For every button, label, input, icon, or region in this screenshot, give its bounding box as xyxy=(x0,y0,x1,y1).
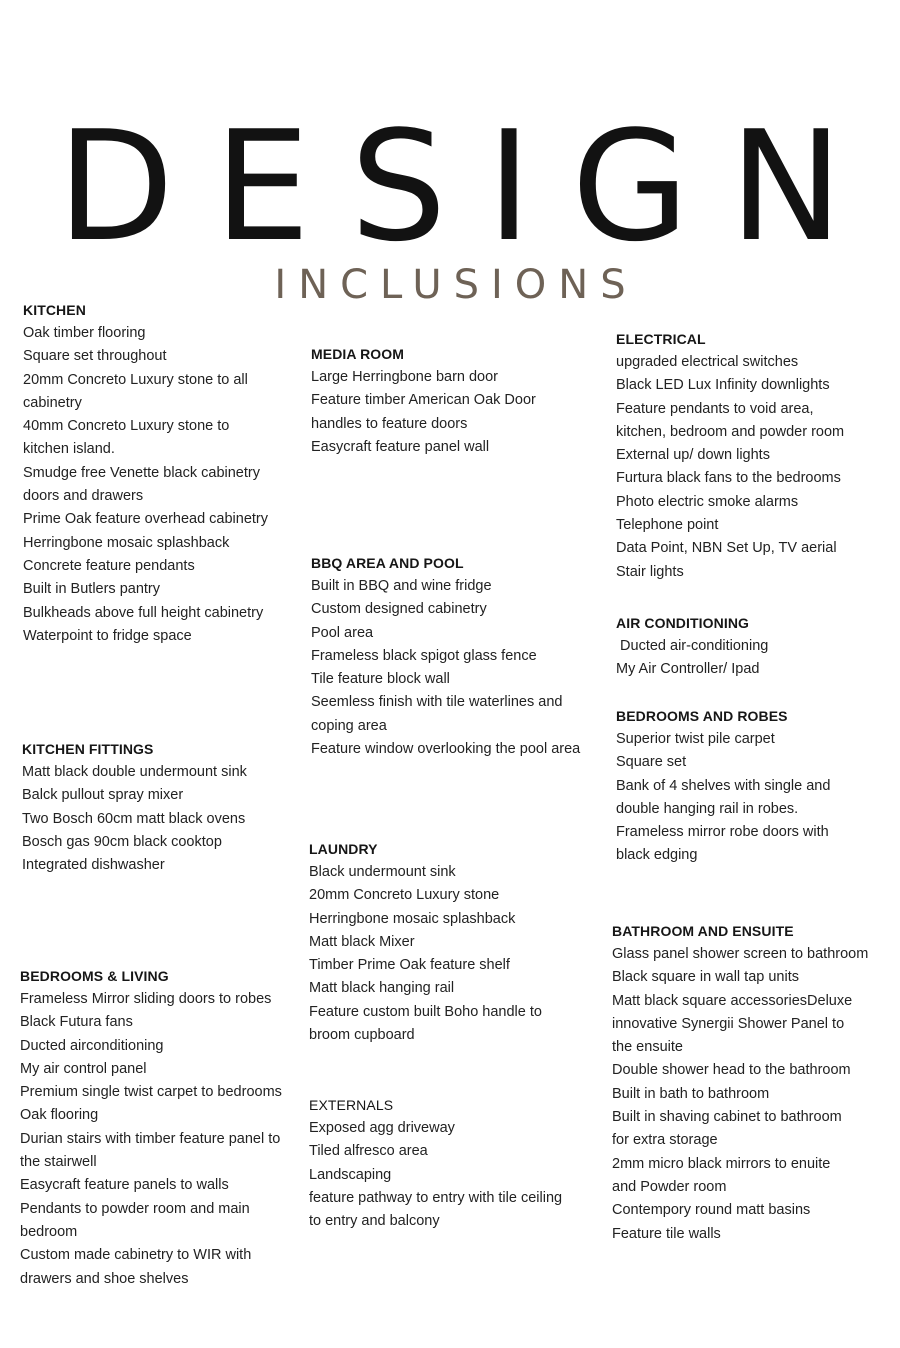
list-item: Custom designed cabinetry xyxy=(311,601,487,618)
list-item: Frameless black spigot glass fence xyxy=(311,647,537,664)
list-item: Bosch gas 90cm black cooktop xyxy=(22,833,222,850)
list-item: Timber Prime Oak feature shelf xyxy=(309,957,510,974)
inclusion-list xyxy=(612,943,887,1246)
list-item: Herringbone mosaic splashback xyxy=(23,534,230,551)
section-heading: AIR CONDITIONING xyxy=(616,615,750,631)
list-item: Feature pendants to void area, kitchen, bedroom and powder room xyxy=(616,400,845,440)
section-heading: BBQ AREA AND POOL xyxy=(311,555,464,571)
list-item: Feature custom built Boho handle to broom cupboard xyxy=(309,1003,542,1044)
list-item: Built in shaving cabinet to bathroom for extra storage xyxy=(612,1109,842,1149)
list-item: Frameless mirror robe doors with black edging xyxy=(616,824,829,864)
list-item: Easycraft feature panel wall xyxy=(311,438,490,455)
list-item: Contempory round matt basins xyxy=(612,1202,811,1219)
list-item: Premium single twist carpet to bedrooms xyxy=(20,1084,282,1101)
list-item: Matt black hanging rail xyxy=(309,980,455,997)
list-item: Furtura black fans to the bedrooms xyxy=(616,470,841,487)
list-item: Bulkheads above full height cabinetry xyxy=(23,604,264,621)
section-bathroom-ensuite xyxy=(612,920,887,1246)
section-heading: LAUNDRY xyxy=(309,841,378,857)
list-item: Oak timber flooring xyxy=(23,325,146,341)
section-laundry xyxy=(309,838,594,1047)
list-item: Two Bosch 60cm matt black ovens xyxy=(22,810,246,827)
section-externals xyxy=(309,1094,594,1233)
list-item: External up/ down lights xyxy=(616,447,770,464)
section-heading: KITCHEN FITTINGS xyxy=(22,741,154,757)
inclusion-list xyxy=(22,761,292,877)
list-item: Matt black Mixer xyxy=(309,933,415,950)
list-item: Tiled alfresco area xyxy=(309,1143,428,1160)
list-item: Matt black double undermount sink xyxy=(22,764,247,780)
list-item: Stair lights xyxy=(616,563,684,580)
list-item: Tile feature block wall xyxy=(311,671,450,688)
list-item: Herringbone mosaic splashback xyxy=(309,910,516,927)
section-air-conditioning xyxy=(616,612,886,682)
section-bbq-area-pool xyxy=(311,552,601,761)
list-item: Prime Oak feature overhead cabinetry xyxy=(23,511,269,528)
inclusion-list xyxy=(309,861,594,1047)
list-item: Durian stairs with timber feature panel to the stairwell xyxy=(20,1130,281,1171)
list-item: Concrete feature pendants xyxy=(23,557,195,574)
inclusion-list xyxy=(309,1117,594,1233)
list-item: Black Futura fans xyxy=(20,1014,133,1031)
page-title: DESIGN xyxy=(57,98,883,275)
list-item: Balck pullout spray mixer xyxy=(22,787,184,804)
list-item: Pendants to powder room and main bedroom xyxy=(20,1200,250,1240)
page-subtitle: INCLUSIONS xyxy=(274,262,638,308)
list-item: Bank of 4 shelves with single and double hanging rail in robes. xyxy=(616,777,831,817)
list-item: Telephone point xyxy=(616,517,719,534)
list-item: upgraded electrical switches xyxy=(616,354,799,370)
list-item: Pool area xyxy=(311,624,374,641)
inclusion-list xyxy=(311,366,596,459)
list-item: Integrated dishwasher xyxy=(22,857,165,874)
section-media-room xyxy=(311,343,596,459)
section-heading: BATHROOM AND ENSUITE xyxy=(612,923,794,939)
list-item: Double shower head to the bathroom xyxy=(612,1062,851,1079)
section-kitchen-fittings xyxy=(22,738,292,877)
list-item: Feature window overlooking the pool area xyxy=(311,741,581,758)
section-heading: ELECTRICAL xyxy=(616,331,706,347)
list-item: Superior twist pile carpet xyxy=(616,731,775,747)
list-item: Exposed agg driveway xyxy=(309,1120,455,1136)
list-item: Built in Butlers pantry xyxy=(23,581,161,598)
list-item: Black undermount sink xyxy=(309,864,456,880)
list-item: Photo electric smoke alarms xyxy=(616,493,799,510)
section-heading: MEDIA ROOM xyxy=(311,346,405,362)
section-heading: BEDROOMS & LIVING xyxy=(20,968,169,984)
section-kitchen xyxy=(23,299,298,648)
section-heading: KITCHEN xyxy=(23,302,86,318)
list-item: My Air Controller/ Ipad xyxy=(616,661,760,678)
list-item: 2mm micro black mirrors to enuite and Powder room xyxy=(612,1155,831,1195)
list-item: Oak flooring xyxy=(20,1107,99,1124)
inclusion-list xyxy=(23,322,298,648)
list-item: Built in bath to bathroom xyxy=(612,1085,770,1102)
list-item: Large Herringbone barn door xyxy=(311,369,499,385)
list-item: Smudge free Venette black cabinetry doors and drawers xyxy=(23,464,260,505)
section-heading: BEDROOMS AND ROBES xyxy=(616,708,788,724)
list-item: Black LED Lux Infinity downlights xyxy=(616,377,830,394)
list-item: Frameless Mirror sliding doors to robes xyxy=(20,991,272,1007)
inclusion-list xyxy=(20,988,295,1291)
inclusion-list xyxy=(616,635,886,682)
list-item: Seemless finish with tile waterlines and coping area xyxy=(311,694,563,734)
list-item: 20mm Concreto Luxury stone to all cabinetry xyxy=(23,371,248,411)
list-item: Landscaping xyxy=(309,1166,392,1183)
list-item: Feature tile walls xyxy=(612,1225,721,1242)
list-item: My air control panel xyxy=(20,1060,147,1077)
section-bedrooms-living xyxy=(20,965,295,1291)
list-item: Data Point, NBN Set Up, TV aerial xyxy=(616,540,837,557)
list-item: Square set xyxy=(616,754,687,771)
inclusion-list xyxy=(616,728,886,868)
list-item: Square set throughout xyxy=(23,348,167,365)
list-item: Black square in wall tap units xyxy=(612,969,799,986)
inclusion-list xyxy=(616,351,886,584)
inclusion-list xyxy=(311,575,601,761)
list-item: Waterpoint to fridge space xyxy=(23,627,192,644)
list-item: Glass panel shower screen to bathroom xyxy=(612,946,869,962)
section-bedrooms-robes xyxy=(616,705,886,868)
list-item: feature pathway to entry with tile ceiling to entry and balcony xyxy=(309,1189,563,1230)
list-item: Custom made cabinetry to WIR with drawers and shoe shelves xyxy=(20,1247,252,1287)
list-item: Built in BBQ and wine fridge xyxy=(311,578,492,594)
section-electrical xyxy=(616,328,886,584)
list-item: 40mm Concreto Luxury stone to kitchen island. xyxy=(23,418,230,458)
list-item: Ducted airconditioning xyxy=(20,1037,164,1054)
list-item: Matt black square accessoriesDeluxe innovative Synergii Shower Panel to the ensuite xyxy=(612,992,853,1056)
section-heading: EXTERNALS xyxy=(309,1097,394,1113)
list-item: Feature timber American Oak Door handles to feature doors xyxy=(311,392,536,432)
list-item: Ducted air-conditioning xyxy=(616,638,769,654)
list-item: Easycraft feature panels to walls xyxy=(20,1177,229,1194)
list-item: 20mm Concreto Luxury stone xyxy=(309,887,500,904)
